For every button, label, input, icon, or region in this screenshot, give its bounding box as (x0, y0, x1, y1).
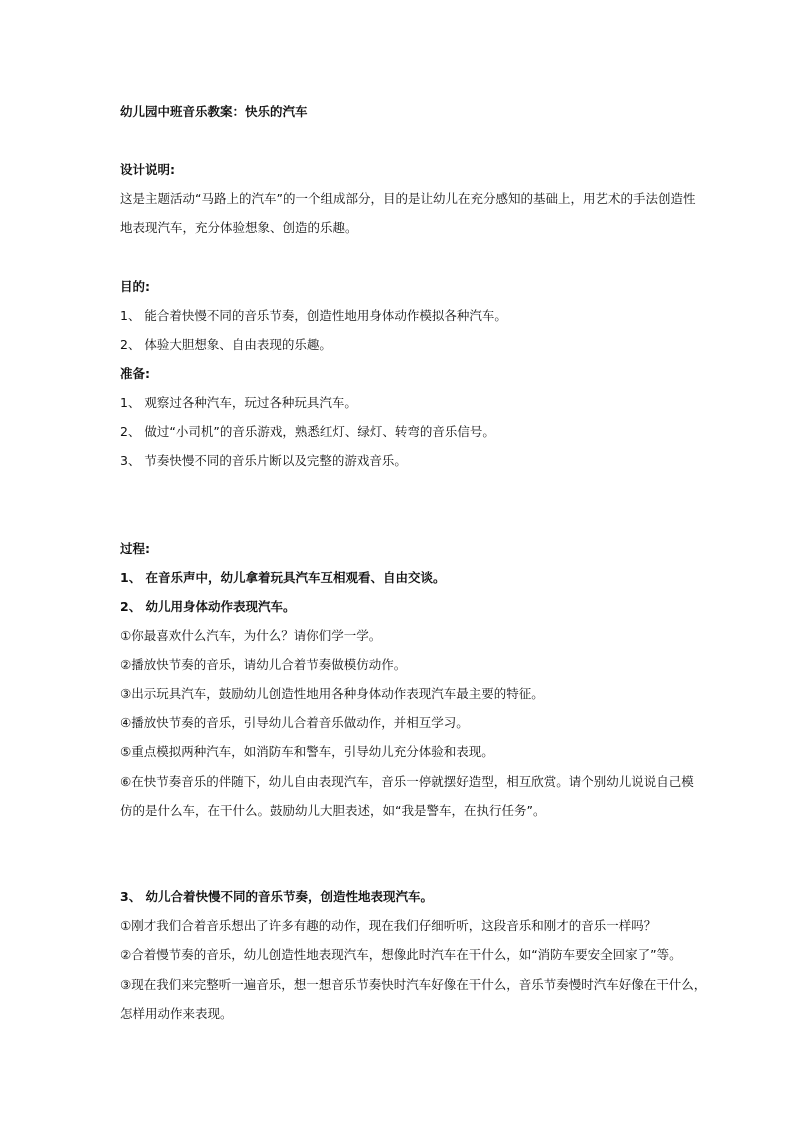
step-item: ③出示玩具汽车，鼓励幼儿创造性地用各种身体动作表现汽车最主要的特征。 (120, 686, 544, 701)
step-item: ④播放快节奏的音乐，引导幼儿合着音乐做动作，并相互学习。 (120, 715, 469, 730)
prep-heading: 准备: (120, 366, 150, 381)
step-item: ②播放快节奏的音乐，请幼儿合着节奏做模仿动作。 (120, 657, 407, 672)
prep-item: 2、 做过“小司机”的音乐游戏，熟悉红灯、绿灯、转弯的音乐信号。 (120, 424, 495, 439)
prep-item: 1、 观察过各种汽车，玩过各种玩具汽车。 (120, 395, 357, 410)
step-item: ②合着慢节奏的音乐，幼儿创造性地表现汽车，想像此时汽车在干什么，如“消防车要安全回家了”等。 (120, 947, 682, 962)
step-item: ③现在我们来完整听一遍音乐，想一想音乐节奏快时汽车好像在干什么，音乐节奏慢时汽车好像在干什么， (120, 977, 707, 992)
goals-heading: 目的: (120, 279, 150, 294)
goal-item: 1、 能合着快慢不同的音乐节奏，创造性地用身体动作模拟各种汽车。 (120, 308, 507, 323)
step-item: ⑤重点模拟两种汽车，如消防车和警车，引导幼儿充分体验和表现。 (120, 744, 494, 759)
step-item: 怎样用动作来表现。 (120, 1006, 233, 1021)
step-item: ⑥在快节奏音乐的伴随下，幼儿自由表现汽车，音乐一停就摆好造型，相互欣赏。请个别幼儿说说自己模 (120, 774, 694, 789)
step-item: ①你最喜欢什么汽车，为什么？请你们学一学。 (120, 628, 382, 643)
design-paragraph-line: 地表现汽车，充分体验想象、创造的乐趣。 (120, 220, 358, 235)
goal-item: 2、 体验大胆想象、自由表现的乐趣。 (120, 337, 332, 352)
step-heading: 3、 幼儿合着快慢不同的音乐节奏，创造性地表现汽车。 (120, 889, 434, 904)
step-heading: 1、 在音乐声中，幼儿拿着玩具汽车互相观看、自由交谈。 (120, 570, 446, 585)
design-paragraph-line: 这是主题活动“马路上的汽车”的一个组成部分，目的是让幼儿在充分感知的基础上，用艺术的手法创造性 (120, 191, 696, 206)
step-heading: 2、 幼儿用身体动作表现汽车。 (120, 599, 296, 614)
document-title: 幼儿园中班音乐教案：快乐的汽车 (120, 104, 308, 119)
process-heading: 过程: (120, 541, 150, 556)
step-item: 仿的是什么车，在干什么。鼓励幼儿大胆表述，如“我是警车，在执行任务”。 (120, 803, 546, 818)
design-heading: 设计说明: (120, 162, 175, 177)
prep-item: 3、 节奏快慢不同的音乐片断以及完整的游戏音乐。 (120, 453, 407, 468)
step-item: ①刚才我们合着音乐想出了许多有趣的动作，现在我们仔细听听，这段音乐和刚才的音乐一样吗？ (120, 918, 657, 933)
